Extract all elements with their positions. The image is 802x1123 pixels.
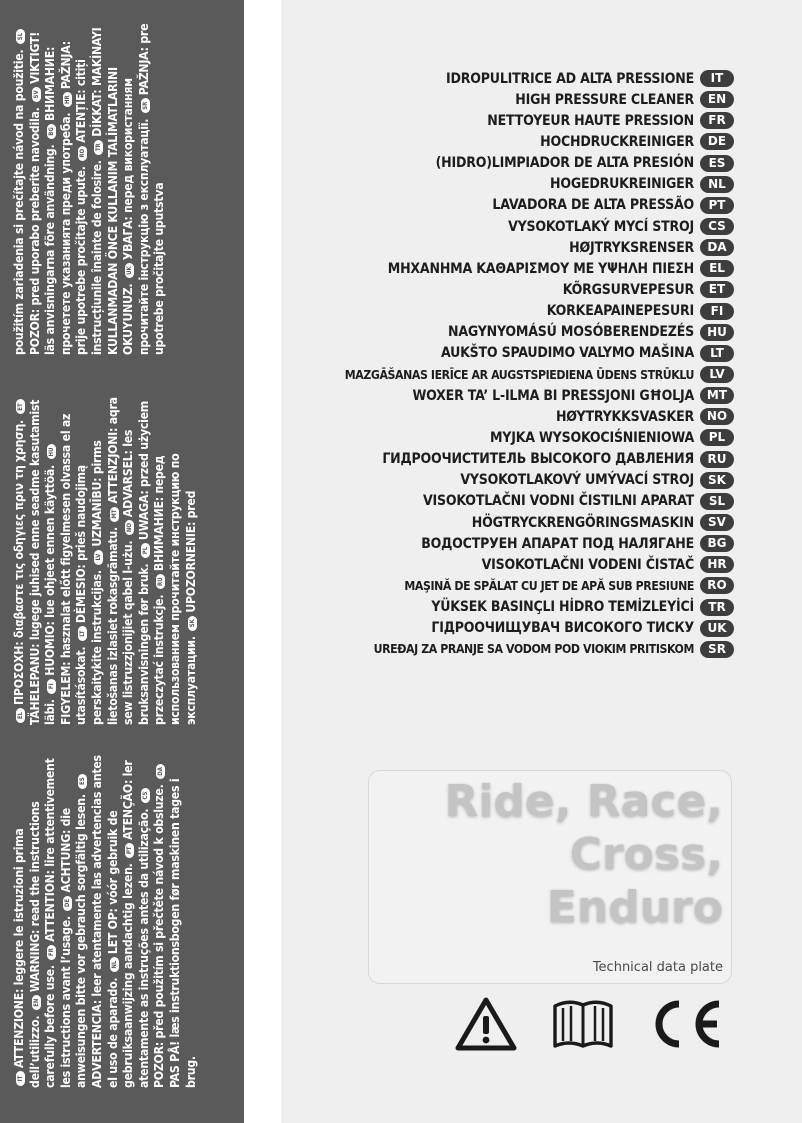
- product-title-row: [254, 512, 734, 533]
- product-title-row: [254, 364, 734, 385]
- warning-language-badge: NO: [125, 520, 134, 535]
- warning-text: ATTENZIONE: leggere le istruzioni prima dell’utilizzo.: [12, 828, 42, 1088]
- warning-language-badge: LV: [94, 550, 103, 565]
- product-title-row: [254, 322, 734, 343]
- manual-icon: [549, 996, 617, 1052]
- warning-column-2: [12, 390, 199, 725]
- warning-text: POZOR: pred uporabo preberite navodila.: [27, 107, 42, 355]
- product-title: KORKEAPAINEPESURI: [546, 303, 694, 320]
- warning-text: ATTENZJONI: aqra sew listruzzjonijiet qabel l-użu.: [105, 397, 136, 725]
- warning-text: TÄHELEPANU: lugege juhised enne seadme kasutamist läbi.: [27, 399, 58, 725]
- product-title-row: [254, 89, 734, 110]
- product-title-row: [254, 68, 734, 89]
- warning-text: LET OP: vóór gebruik de gebruiksaanwijzing aandachtig lezen.: [105, 810, 136, 1088]
- model-line-2: Cross,: [569, 829, 723, 880]
- product-title-row: [254, 491, 734, 512]
- warning-text: ΠΡΟΣΟΧΗ: διαβαστε τις οδηγιες πριν τη χρηση.: [12, 420, 26, 705]
- warning-text: POZOR: před použitím si přečtěte návod k obsluze.: [152, 784, 167, 1088]
- warning-language-badge: SV: [32, 87, 41, 102]
- language-badge: MT: [700, 387, 734, 404]
- warning-text: PAŽNJA: prije upotrebe pročitajte upute.: [58, 41, 89, 355]
- product-title: LAVADORA DE ALTA PRESSÃO: [492, 197, 694, 214]
- warning-language-badge: FR: [47, 945, 56, 960]
- warning-text: PAŽNJA: pre upotrebe pročitajte uputstva: [136, 23, 167, 355]
- warning-text: UPOZORNENIE: pred: [183, 490, 198, 613]
- warning-language-badge: ET: [16, 400, 25, 415]
- language-badge: RU: [700, 451, 734, 468]
- warning-sidebar: [0, 0, 244, 1123]
- warning-text: ВНИМАНИЕ: перед использованием прочитайте инструкцию по эксплуатации.: [152, 453, 198, 725]
- language-badge: HU: [700, 324, 734, 341]
- warning-language-badge: TR: [94, 140, 103, 155]
- warning-language-badge: HR: [63, 92, 72, 107]
- language-badge: ES: [700, 155, 734, 172]
- warning-text: ADVARSEL: les bruksanvisningen før bruk.: [121, 429, 151, 725]
- warning-language-badge: RO: [78, 146, 87, 161]
- ce-mark-icon: [645, 996, 725, 1052]
- product-title: HÖGTRYCKRENGÖRINGSMASKIN: [471, 514, 694, 531]
- language-badge: SR: [700, 641, 734, 658]
- warning-language-badge: ES: [78, 774, 87, 789]
- product-title: HOCHDRUCKREINIGER: [540, 133, 694, 150]
- warning-language-badge: PL: [141, 543, 150, 558]
- product-title-row: [254, 174, 734, 195]
- language-badge: NL: [700, 176, 734, 193]
- warning-language-badge: SL: [16, 29, 25, 44]
- product-title-row: [254, 343, 734, 364]
- warning-text: ATENÇÃO: ler atentamente as instruções antes da utilização.: [121, 760, 151, 1088]
- warning-text: UWAGA: przed użyciem przeczytać instrukcje.: [136, 401, 167, 725]
- product-title: VYSOKOTLAKOVÝ UMÝVACÍ STROJ: [460, 472, 694, 489]
- warning-language-badge: HU: [47, 444, 56, 459]
- model-line-3: Enduro: [546, 882, 723, 933]
- language-badge: FI: [700, 303, 734, 320]
- product-title: HIGH PRESSURE CLEANER: [515, 91, 694, 108]
- product-title-row: [254, 533, 734, 554]
- product-title-row: [254, 554, 734, 575]
- warning-text: UZMANĪBU: pirms lietošanas izlasiet rokasgrāmatu.: [89, 440, 120, 725]
- language-badge: HR: [700, 556, 734, 573]
- language-badge: IT: [700, 70, 734, 87]
- product-title-list: [254, 68, 734, 660]
- product-title-row: [254, 153, 734, 174]
- language-badge: NO: [700, 408, 734, 425]
- warning-text: FIGYELEM: hasznalat előtt figyelmesen olvassa el az utasításokat.: [58, 413, 89, 725]
- language-badge: ET: [700, 281, 734, 298]
- language-badge: LT: [700, 345, 734, 362]
- warning-language-badge: IT: [16, 1071, 25, 1086]
- warning-language-badge: FI: [47, 679, 56, 694]
- warning-text: použitím zariadenia si prečítajte návod na použitie.: [12, 49, 26, 355]
- warning-language-badge: RU: [156, 574, 165, 589]
- product-title: KÕRGSURVEPESUR: [562, 281, 694, 298]
- warning-text: HUOMIO: lue ohjeet ennen käyttöä.: [43, 465, 58, 676]
- warning-text: ATENȚIE: citiți instrucțiunile înainte de folosire.: [74, 59, 104, 355]
- product-title-row: [254, 427, 734, 448]
- product-title: MAŞINĂ DE SPĂLAT CU JET DE APĂ SUB PRESIUNE: [404, 578, 694, 593]
- product-title: VISOKOTLAČNI VODENI ČISTAČ: [481, 556, 694, 573]
- product-title: MAZGĀŠANAS IERĪCE AR AUGSTSPIEDIENA ŪDENS STRŪKLU: [344, 367, 694, 382]
- product-title-row: [254, 279, 734, 300]
- warning-text: DĖMESIO: prieš naudojimą perskaitykite instrukcijas.: [74, 465, 104, 725]
- product-title-row: [254, 258, 734, 279]
- warning-icon: [455, 996, 517, 1052]
- product-title: HØYTRYKKSVASKER: [555, 408, 694, 425]
- warning-language-badge: DA: [156, 764, 165, 779]
- language-badge: DE: [700, 133, 734, 150]
- product-title: VYSOKOTLAKÝ MYCÍ STROJ: [508, 218, 694, 235]
- product-title: NETTOYEUR HAUTE PRESSION: [487, 112, 694, 129]
- language-badge: PT: [700, 197, 734, 214]
- product-title-row: [254, 639, 734, 660]
- language-badge: SK: [700, 472, 734, 489]
- warning-text: ATTENTION: lire attentivement les istructions avant l’usage.: [43, 758, 73, 1088]
- warning-language-badge: BG: [47, 124, 56, 139]
- warning-text: ACHTUNG: die anweisungen bitte vor gebrauch sorgfältig lesen.: [58, 794, 89, 1088]
- language-badge: FR: [700, 112, 734, 129]
- warning-language-badge: NL: [110, 957, 119, 972]
- language-badge: LV: [700, 366, 734, 383]
- model-line-1: Ride, Race,: [444, 776, 723, 827]
- product-title: ГИДРООЧИСТИТЕЛЬ ВЫСОКОГО ДАВЛЕНИЯ: [382, 451, 694, 468]
- product-title-row: [254, 216, 734, 237]
- warning-text: УВАГА: перед використанням прочитайте інструкцію з експлуатації.: [121, 78, 151, 355]
- product-title: HOGEDRUKREINIGER: [550, 176, 694, 193]
- language-badge: UK: [700, 620, 734, 637]
- warning-text: ВНИМАНИЕ: прочетете указанията преди употреба.: [43, 46, 73, 355]
- warning-language-badge: SR: [141, 98, 150, 113]
- warning-language-badge: UK: [125, 263, 134, 278]
- product-title: IDROPULITRICE AD ALTA PRESSIONE: [446, 70, 694, 87]
- symbol-row: [455, 996, 725, 1056]
- product-title: HØJTRYKSRENSER: [569, 239, 694, 256]
- warning-language-badge: DE: [63, 896, 72, 911]
- product-title: (HIDRO)LIMPIADOR DE ALTA PRESIÓN: [435, 155, 694, 172]
- warning-language-badge: EN: [32, 995, 41, 1010]
- product-title: AUKŠTO SPAUDIMO VALYMO MAŠINA: [440, 345, 694, 362]
- warning-language-badge: CS: [141, 788, 150, 803]
- product-title: UREĐAJ ZA PRANJE SA VODOM POD VIOKIM PRITISKOM: [373, 642, 694, 657]
- product-title-row: [254, 597, 734, 618]
- language-badge: PL: [700, 429, 734, 446]
- warning-language-badge: SK: [188, 616, 197, 631]
- product-title-row: [254, 237, 734, 258]
- warning-language-badge: MT: [110, 507, 119, 522]
- warning-column-1: [12, 753, 199, 1088]
- warning-language-badge: EL: [16, 708, 25, 723]
- product-title-row: [254, 618, 734, 639]
- product-title: NAGYNYOMÁSÚ MOSÓBERENDEZÉS: [447, 324, 694, 341]
- product-title: ВОДОСТРУЕН АПАРАТ ПОД НАЛЯГАНЕ: [421, 535, 694, 552]
- language-badge: RO: [700, 577, 734, 594]
- product-title-row: [254, 110, 734, 131]
- language-badge: EL: [700, 260, 734, 277]
- product-title-row: [254, 385, 734, 406]
- warning-column-3: [12, 20, 168, 355]
- product-title-row: [254, 406, 734, 427]
- product-title-row: [254, 470, 734, 491]
- product-title: ГІДРООЧИЩУВАЧ ВИСОКОГО ТИСКУ: [431, 620, 694, 637]
- model-name: [444, 775, 723, 934]
- language-badge: CS: [700, 218, 734, 235]
- warning-language-badge: LT: [78, 626, 87, 641]
- language-badge: DA: [700, 239, 734, 256]
- language-badge: EN: [700, 91, 734, 108]
- language-badge: SV: [700, 514, 734, 531]
- product-title: WOXER TA’ L-ILMA BI PRESSJONI GĦOLJA: [412, 387, 694, 404]
- product-title: VISOKOTLAČNI VODNI ČISTILNI APARAT: [422, 493, 694, 510]
- product-title-row: [254, 575, 734, 596]
- warning-text: PAS PÅ! læs instruktionsbogen før maskinen tages i brug.: [167, 778, 198, 1088]
- product-title-row: [254, 449, 734, 470]
- product-title-row: [254, 131, 734, 152]
- product-title: YÜKSEK BASINÇLI HİDRO TEMİZLEYİCİ: [431, 599, 694, 616]
- warning-language-badge: PT: [125, 843, 134, 858]
- product-title: MYJKA WYSOKOCIŚNIENIOWA: [489, 429, 694, 446]
- language-badge: TR: [700, 599, 734, 616]
- product-title: ΜΗΧΑΝΗΜΑ ΚΑΘΑΡΙΣΜΟΥ ΜΕ ΥΨΗΛΗ ΠΙΕΣΗ: [387, 260, 694, 277]
- warning-text: DİKKAT: MAKİNAYI KULLANMADAN ÖNCE KULLANIM TALİMATLARINI OKUYUNUZ.: [89, 27, 136, 355]
- technical-data-plate-label: Technical data plate: [592, 960, 723, 975]
- warning-text: VIKTIGT! läs anvisningarna före användning.: [27, 32, 58, 355]
- warning-text: ADVERTENCIA: leer atentamente las advertencias antes el uso de aparado.: [89, 755, 120, 1088]
- product-title-row: [254, 195, 734, 216]
- model-panel: [368, 770, 732, 984]
- language-badge: SL: [700, 493, 734, 510]
- language-badge: BG: [700, 535, 734, 552]
- product-title-row: [254, 301, 734, 322]
- warning-text: WARNING: read the instructions carefully before use.: [27, 801, 58, 1088]
